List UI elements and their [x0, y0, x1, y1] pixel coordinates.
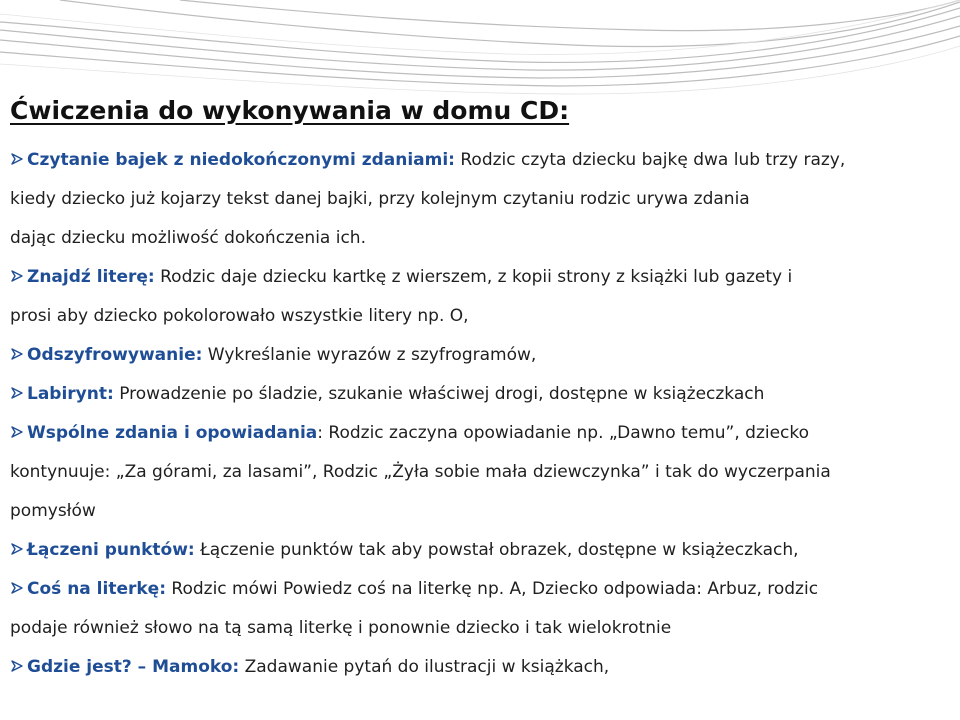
- item-text: : Rodzic zaczyna opowiadanie np. „Dawno temu”, dziecko: [317, 423, 810, 443]
- list-item-maze: [10, 379, 764, 409]
- list-item-continuation: pomysłów: [10, 501, 96, 521]
- arrow-bullet-icon: [10, 152, 24, 166]
- list-item-where-is-mamoko: [10, 652, 609, 682]
- item-text: Prowadzenie po śladzie, szukanie właściwej drogi, dostępne w książeczkach: [113, 384, 765, 404]
- list-item-continuation: kontynuuje: „Za górami, za lasami”, Rodzic „Żyła sobie mała dziewczynka” i tak do wyczerpania: [10, 462, 831, 482]
- page-title: Ćwiczenia do wykonywania w domu CD:: [10, 96, 570, 125]
- list-item-continuation: prosi aby dziecko pokolorowało wszystkie litery np. O,: [10, 306, 469, 326]
- item-text: Wykreślanie wyrazów z szyfrogramów,: [202, 345, 537, 365]
- item-heading: Łączeni punktów:: [27, 540, 195, 560]
- list-item-find-letter: [10, 262, 792, 292]
- item-text: Zadawanie pytań do ilustracji w książkach,: [239, 657, 610, 677]
- item-heading: Czytanie bajek z niedokończonymi zdaniami:: [27, 150, 455, 170]
- arrow-bullet-icon: [10, 542, 24, 556]
- item-heading: Gdzie jest? – Mamoko:: [27, 657, 240, 677]
- item-text: Rodzic czyta dziecku bajkę dwa lub trzy razy,: [454, 150, 846, 170]
- arrow-bullet-icon: [10, 659, 24, 673]
- list-item-something-with-letter: [10, 574, 818, 604]
- arrow-bullet-icon: [10, 269, 24, 283]
- arrow-bullet-icon: [10, 425, 24, 439]
- list-item-continuation: dając dziecku możliwość dokończenia ich.: [10, 228, 366, 248]
- arrow-bullet-icon: [10, 347, 24, 361]
- item-heading: Wspólne zdania i opowiadania: [27, 423, 318, 443]
- list-item-reading-stories: [10, 145, 845, 175]
- list-item-continuation: podaje również słowo na tą samą literkę i ponownie dziecko i tak wielokrotnie: [10, 618, 672, 638]
- list-item-shared-stories: [10, 418, 809, 448]
- item-heading: Odszyfrowywanie:: [27, 345, 203, 365]
- arrow-bullet-icon: [10, 581, 24, 595]
- item-heading: Labirynt:: [27, 384, 114, 404]
- item-text: Rodzic mówi Powiedz coś na literkę np. A, Dziecko odpowiada: Arbuz, rodzic: [166, 579, 819, 599]
- item-text: Rodzic daje dziecku kartkę z wierszem, z kopii strony z książki lub gazety i: [154, 267, 793, 287]
- list-item-continuation: kiedy dziecko już kojarzy tekst danej bajki, przy kolejnym czytaniu rodzic urywa zdania: [10, 189, 750, 209]
- arrow-bullet-icon: [10, 386, 24, 400]
- item-heading: Coś na literkę:: [27, 579, 167, 599]
- item-text: Łączenie punktów tak aby powstał obrazek, dostępne w książeczkach,: [194, 540, 799, 560]
- list-item-connect-dots: [10, 535, 799, 565]
- list-item-decoding: [10, 340, 536, 370]
- item-heading: Znajdź literę:: [27, 267, 155, 287]
